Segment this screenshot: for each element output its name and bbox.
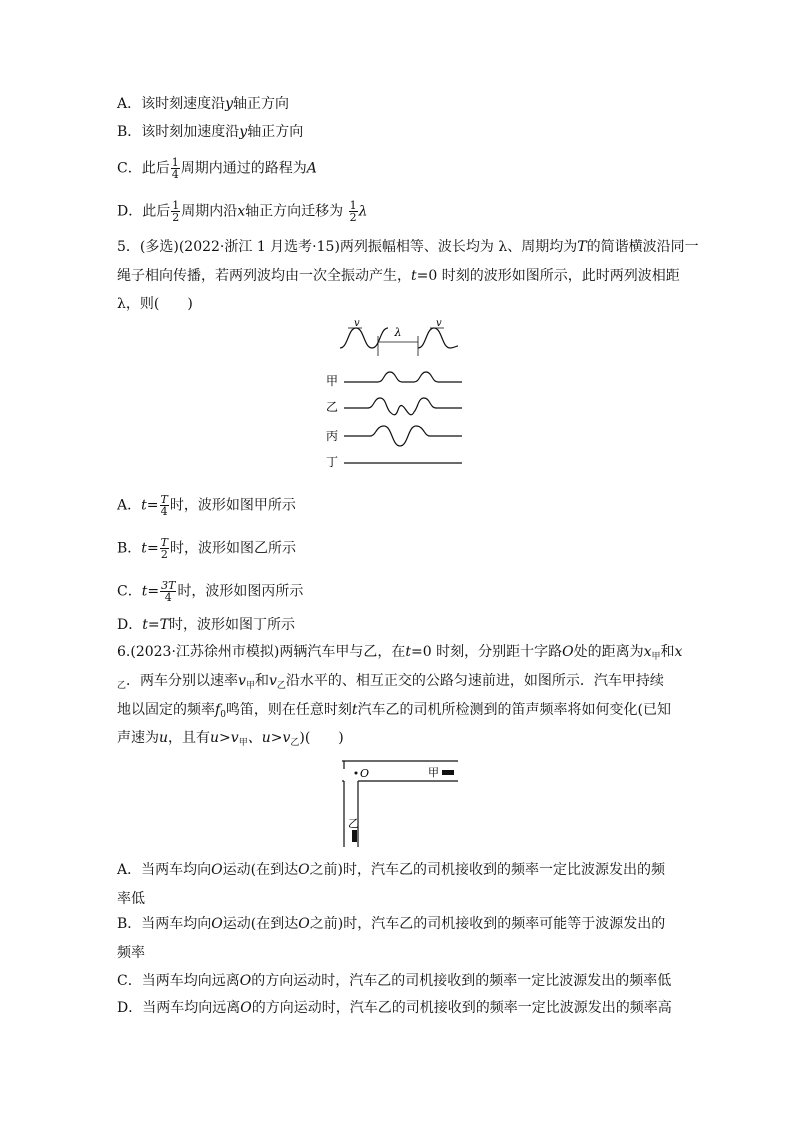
sub: 甲 [245, 681, 255, 691]
var-t: T [577, 239, 587, 255]
q6-option-b-cont [117, 943, 145, 963]
q5-stem-line3 [117, 294, 193, 314]
var-o: O [240, 1000, 252, 1016]
sub: 0 [220, 710, 226, 720]
opt-label: B． [117, 540, 142, 557]
var-o: O [239, 973, 252, 989]
frac-den: 2 [349, 211, 357, 224]
q6-stem-line1 [117, 642, 682, 667]
opt-text: 时，波形如图丙所示 [177, 583, 304, 600]
frac-den: 4 [160, 505, 168, 518]
q4-option-c [117, 157, 317, 180]
q5-text: 的简谐横波沿同一 [586, 239, 699, 255]
opt-text: A．当两车均向 [117, 862, 212, 878]
frac-num: T [160, 536, 169, 549]
opt-text: D．当两车均向远离 [117, 1000, 241, 1016]
q5-text: 绳子相向传播，若两列波均由一次全振动产生， [117, 268, 411, 284]
var-t: t [142, 617, 148, 633]
opt-text: 时，波形如图乙所示 [170, 540, 297, 557]
q4-option-a [117, 94, 289, 114]
var-v: v [268, 673, 277, 689]
var-t: t [405, 644, 411, 660]
fraction [171, 200, 180, 223]
frac-den: 4 [171, 168, 179, 181]
q4-d-text: D．此后 [117, 203, 171, 220]
frac-den: 4 [164, 591, 172, 604]
var-t: t [141, 497, 147, 514]
car-yi-label: 乙 [348, 817, 359, 830]
opt-text: 运动(在到达 [222, 916, 299, 932]
q5-option-a [117, 494, 296, 517]
q4-b-text: B．该时刻加速度沿 [117, 124, 240, 140]
q4-a-post: 轴正方向 [233, 96, 290, 112]
q5-text: =0 时刻的波形如图所示，此时两列波相距 [416, 268, 680, 284]
opt-text: 的方向运动时，汽车乙的司机接收到的频率一定比波源发出的频率低 [251, 973, 672, 989]
frac-num: 1 [172, 199, 180, 212]
eq: = [147, 583, 160, 600]
opt-label: C． [117, 583, 142, 600]
opt-label: A． [117, 497, 142, 514]
var-f: f [215, 702, 221, 718]
q4-d-mid: 周期内沿 [181, 203, 238, 220]
var-o: O [298, 862, 310, 878]
opt-text: 之前)时，汽车乙的司机接收到的频率一定比波源发出的频 [309, 862, 666, 878]
frac-num: 1 [349, 199, 357, 212]
v-left-label: v [354, 318, 360, 329]
label-yi: 乙 [326, 400, 339, 414]
q6-option-d [117, 998, 672, 1018]
q5-option-b [117, 537, 296, 560]
eq: = [147, 617, 160, 633]
fraction [349, 200, 358, 223]
frac-den: 2 [160, 548, 168, 561]
var-o: O [562, 644, 574, 660]
car-jia [442, 770, 454, 775]
opt-text: 率低 [117, 891, 145, 907]
opt-text: 运动(在到达 [222, 862, 299, 878]
sub: 甲 [238, 738, 248, 748]
var-t: t [141, 583, 148, 600]
q6-text: 鸣笛，则在任意时刻 [225, 702, 352, 718]
q6-option-a-cont [117, 889, 145, 909]
opt-text: C．当两车均向远离 [117, 973, 240, 989]
lambda-label: λ [394, 326, 402, 339]
eq: = [146, 540, 159, 557]
q6-text: ．两车分别以速率 [126, 673, 239, 689]
q5-stem-line2 [117, 266, 680, 286]
label-jia: 甲 [326, 374, 339, 388]
q6-option-a [117, 860, 665, 880]
q6-text: )( ) [299, 730, 344, 746]
var-o: O [211, 916, 223, 932]
var-t: t [351, 702, 358, 718]
lambda: λ [358, 203, 368, 220]
opt-text: 之前)时，汽车乙的司机接收到的频率可能等于波源发出的 [309, 916, 666, 932]
wave-bing [344, 426, 462, 446]
label-ding: 丁 [326, 455, 339, 469]
var-u: u [159, 730, 169, 746]
q6-text: 声速为 [117, 730, 159, 746]
frac-num: T [160, 493, 168, 506]
q6-text: 6.(2023·江苏徐州市模拟)两辆汽车甲与乙，在 [117, 644, 406, 660]
q6-text: =0 时刻，分别距十字路 [411, 644, 563, 660]
var-t: t [141, 540, 147, 557]
var-T: T [159, 617, 169, 633]
car-jia-label: 甲 [428, 766, 439, 779]
q4-option-d [117, 200, 367, 223]
q6-text: ，且有 [168, 730, 211, 746]
q6-text: 沿水平的、相互正交的公路匀速前进，如图所示．汽车甲持续 [285, 673, 664, 689]
q6-stem-line3 [117, 700, 671, 725]
inequality: 、u>v [247, 730, 291, 746]
sub: 乙 [290, 738, 300, 748]
car-yi [352, 830, 357, 842]
q5-stem-line1 [117, 237, 699, 257]
var-a: A [306, 160, 317, 177]
fraction [160, 494, 169, 517]
frac-den: 2 [172, 211, 180, 224]
eq: = [146, 497, 159, 514]
q4-c-mid: 周期内通过的路程为 [180, 160, 307, 177]
crossroad-figure [336, 757, 462, 849]
var-y: y [239, 124, 248, 140]
var-y: y [225, 96, 234, 112]
q4-option-b [117, 122, 303, 142]
origin-dot [355, 772, 358, 775]
opt-text: 时，波形如图甲所示 [169, 497, 296, 514]
origin-label: O [360, 767, 370, 780]
q6-option-b [117, 914, 665, 934]
sub: 乙 [276, 681, 286, 691]
var-x: x [674, 644, 683, 660]
q6-text: 处的距离为 [573, 644, 644, 660]
q5-text: 5．(多选)(2022·浙江 1 月选考·15)两列振幅相等、波长均为 λ、周期均为 [117, 239, 578, 255]
q5-option-c [117, 580, 303, 603]
var-o: O [298, 916, 310, 932]
q5-text: λ，则( ) [117, 296, 193, 312]
left-wave [340, 328, 388, 348]
frac-num: 1 [171, 156, 179, 169]
sub: 甲 [651, 652, 661, 662]
wave-yi [344, 398, 462, 415]
q6-text: 和 [660, 644, 675, 660]
var-t: t [411, 268, 417, 284]
right-wave [418, 328, 458, 348]
label-bing: 丙 [326, 429, 339, 443]
fraction [171, 157, 180, 180]
var-x: x [237, 203, 246, 220]
q5-option-d [117, 615, 295, 635]
var-v: v [238, 673, 246, 689]
inequality: u>v [210, 730, 239, 746]
q6-text: 和 [254, 673, 269, 689]
q6-stem-line2 [117, 671, 664, 696]
v-right-label: v [436, 318, 442, 329]
frac-num: 3T [161, 579, 176, 592]
q6-text: 地以固定的频率 [117, 702, 215, 718]
wave-figure [320, 318, 480, 478]
var-x: x [643, 644, 652, 660]
var-o: O [211, 862, 223, 878]
opt-text: 时，波形如图丁所示 [168, 617, 295, 633]
q6-option-c [117, 971, 671, 991]
opt-text: 的方向运动时，汽车乙的司机接收到的频率一定比波源发出的频率高 [251, 1000, 672, 1016]
q4-b-post: 轴正方向 [247, 124, 304, 140]
q4-c-text: C．此后 [117, 160, 170, 177]
wave-jia [344, 372, 462, 382]
q6-text: 汽车乙的司机所检测到的笛声频率将如何变化(已知 [357, 702, 672, 718]
fraction [160, 537, 169, 560]
q4-d-mid2: 轴正方向迁移为 [245, 203, 344, 220]
fraction [160, 580, 176, 603]
opt-text: 频率 [117, 945, 145, 961]
q4-a-text: A．该时刻速度沿 [117, 96, 226, 112]
opt-label: D． [117, 617, 143, 633]
sub: 乙 [117, 681, 127, 691]
q6-stem-line4 [117, 728, 344, 753]
opt-text: B．当两车均向 [117, 916, 212, 932]
